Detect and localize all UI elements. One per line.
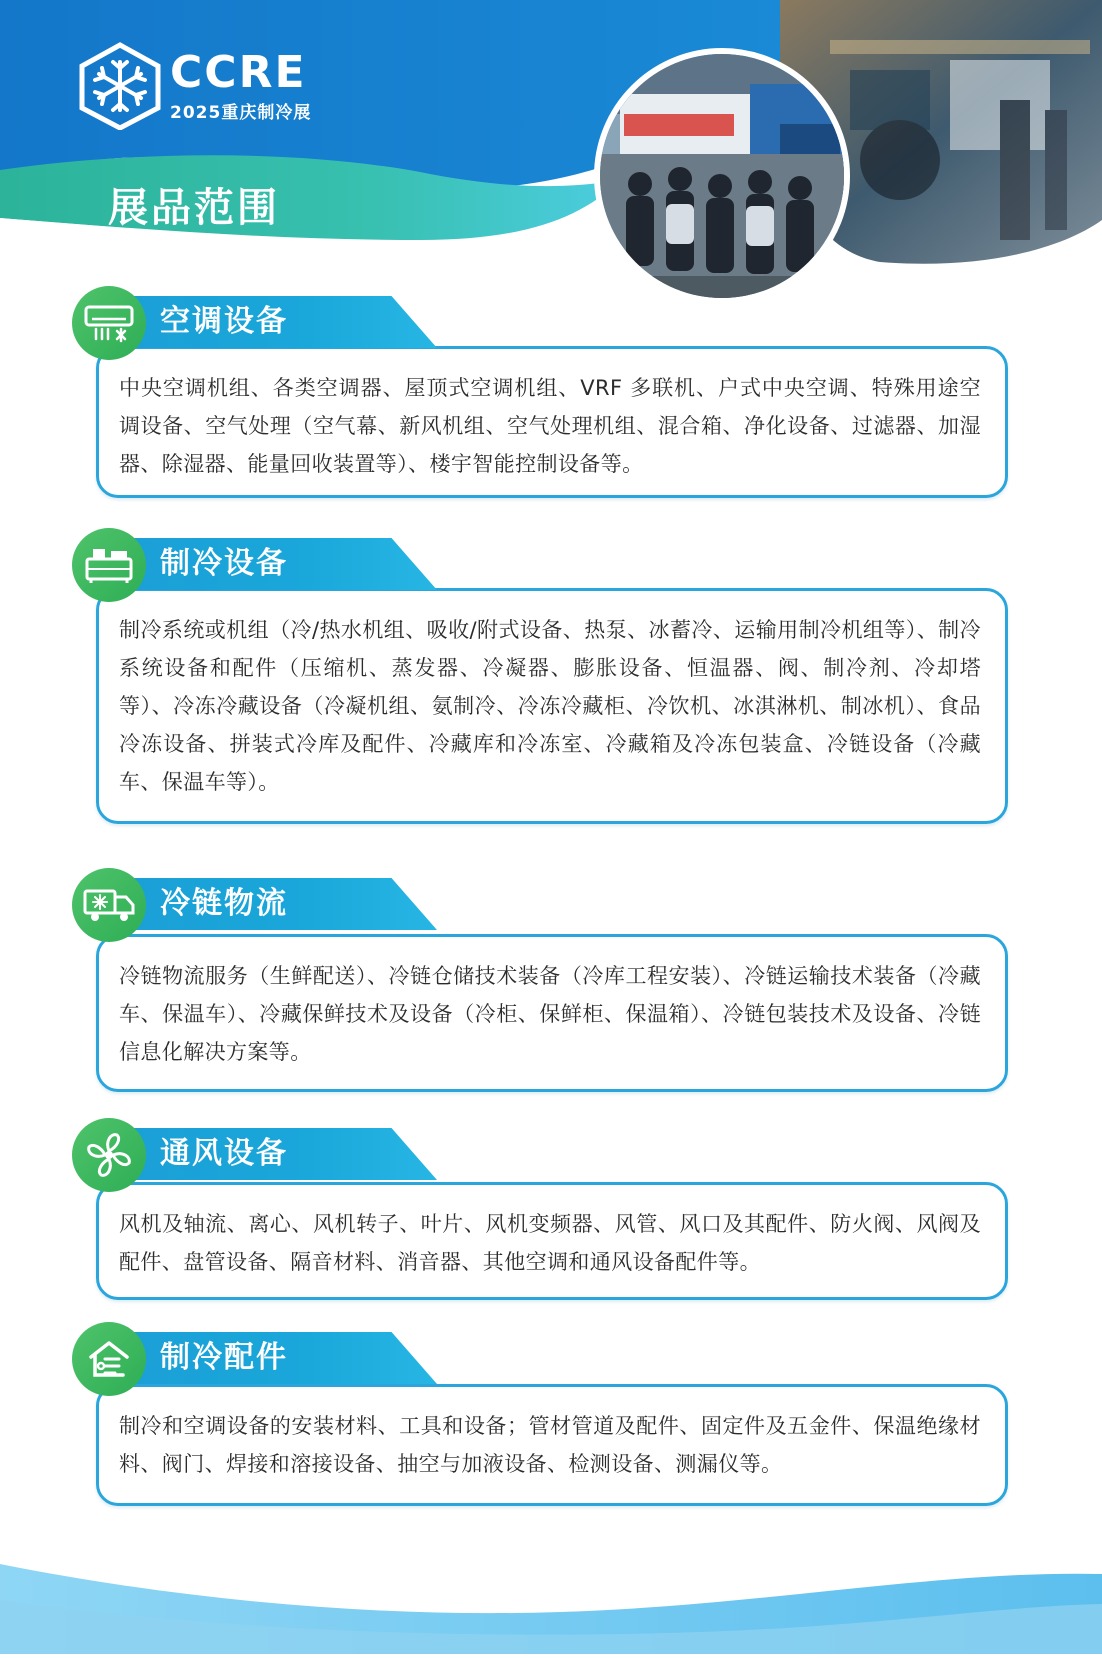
section-air-conditioning <box>72 286 1032 502</box>
snowflake-hexagon-icon <box>78 42 162 130</box>
exhibition-photo <box>594 48 850 304</box>
section-icon-badge <box>72 868 146 942</box>
section-refrigeration <box>72 528 1032 856</box>
section-title: 制冷设备 <box>160 546 288 581</box>
section-content-box <box>96 1384 1008 1506</box>
logo-subtitle: 2025重庆制冷展 <box>170 103 312 123</box>
section-icon-badge <box>72 1322 146 1396</box>
section-text: 制冷系统或机组（冷/热水机组、吸收/附式设备、热泵、冰蓄冷、运输用制冷机组等）、制冷系统设备和配件（压缩机、蒸发器、冷凝器、膨胀设备、恒温器、阀、制冷剂、冷却塔等）、冷冻冷藏设备（冷凝机组、氨制冷、冷冻冷藏柜、冷饮机、冰淇淋机、制冰机）、食品冷冻设备、拼装式冷库及配件、冷藏库和冷冻室、冷藏箱及冷冻包装盒、冷链设备（冷藏车、保温车等）。 <box>119 618 981 794</box>
section-header <box>72 868 452 938</box>
page-title: 展品范围 <box>108 185 280 231</box>
section-title: 冷链物流 <box>160 886 288 921</box>
section-icon-badge <box>72 1118 146 1192</box>
section-content-box <box>96 1182 1008 1300</box>
section-header <box>72 528 452 598</box>
section-header <box>72 1118 452 1188</box>
section-content-box <box>96 346 1008 498</box>
section-title: 通风设备 <box>160 1136 288 1171</box>
header <box>0 0 1102 300</box>
footer-wave-graphic <box>0 1540 1102 1654</box>
section-header <box>72 1322 452 1392</box>
refrigerated-truck-icon <box>82 885 136 925</box>
fittings-icon <box>85 1337 133 1381</box>
section-title: 空调设备 <box>160 304 288 339</box>
logo <box>78 42 378 132</box>
section-text: 风机及轴流、离心、风机转子、叶片、风机变频器、风管、风口及其配件、防火阀、风阀及配件、盘管设备、隔音材料、消音器、其他空调和通风设备配件等。 <box>119 1212 981 1274</box>
exhibition-photo-graphic <box>600 54 850 304</box>
footer-wave <box>0 1540 1102 1654</box>
section-fittings <box>72 1322 1032 1518</box>
section-header <box>72 286 452 356</box>
fan-icon <box>85 1131 133 1179</box>
logo-text: CCRE <box>170 47 307 98</box>
refrigeration-unit-icon <box>83 545 135 585</box>
section-text: 制冷和空调设备的安装材料、工具和设备；管材管道及配件、固定件及五金件、保温绝缘材料、阀门、焊接和溶接设备、抽空与加液设备、检测设备、测漏仪等。 <box>119 1414 981 1476</box>
section-icon-badge <box>72 528 146 602</box>
section-content-box <box>96 934 1008 1092</box>
section-icon-badge <box>72 286 146 360</box>
section-cold-chain <box>72 868 1032 1100</box>
section-text: 冷链物流服务（生鲜配送）、冷链仓储技术装备（冷库工程安装）、冷链运输技术装备（冷藏车、保温车）、冷藏保鲜技术及设备（冷柜、保鲜柜、保温箱）、冷链包装技术及设备、冷链信息化解决方案等。 <box>119 964 981 1064</box>
section-content-box <box>96 588 1008 824</box>
air-conditioner-icon <box>84 303 134 343</box>
section-ventilation <box>72 1118 1032 1308</box>
section-text: 中央空调机组、各类空调器、屋顶式空调机组、VRF 多联机、户式中央空调、特殊用途空调设备、空气处理（空气幕、新风机组、空气处理机组、混合箱、净化设备、过滤器、加湿器、除湿器、能量回收装置等）、楼宇智能控制设备等。 <box>119 376 981 476</box>
section-title: 制冷配件 <box>160 1340 288 1375</box>
